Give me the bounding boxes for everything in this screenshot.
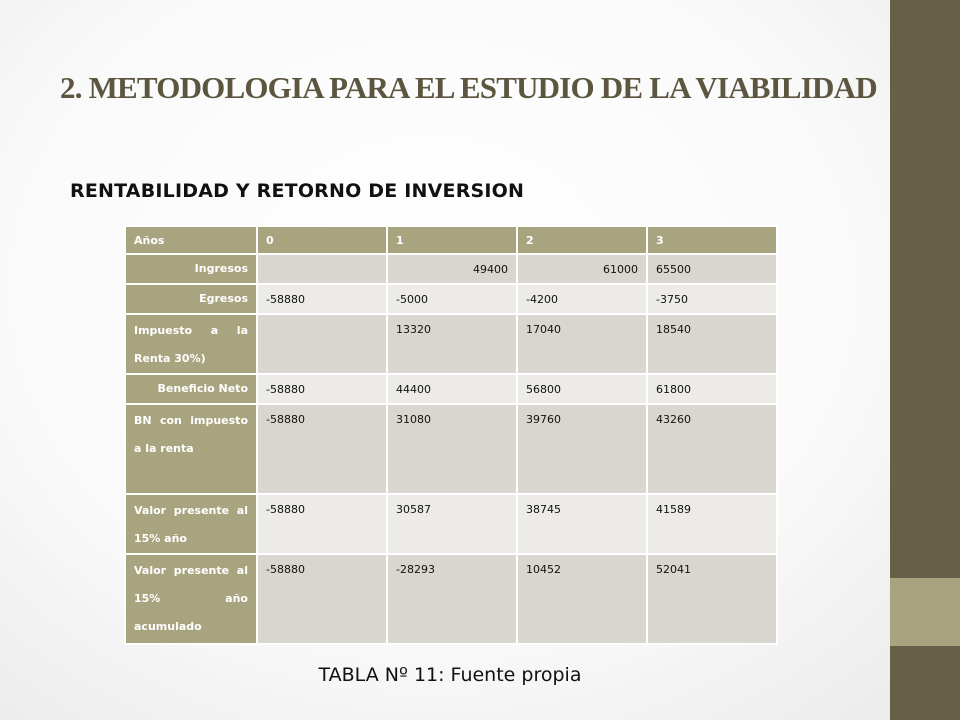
table-cell <box>257 254 387 284</box>
table-cell: -58880 <box>257 554 387 644</box>
row-label: Beneficio Neto <box>125 374 257 404</box>
table-cell: 41589 <box>647 494 777 554</box>
table-caption: TABLA Nº 11: Fuente propia <box>318 664 582 686</box>
table-cell: -5000 <box>387 284 517 314</box>
table-row-ingresos <box>125 254 777 284</box>
table-row-valor-presente <box>125 494 777 554</box>
table-cell: 31080 <box>387 404 517 494</box>
table-cell: 10452 <box>517 554 647 644</box>
header-cell-year-1: 1 <box>387 226 517 254</box>
table-cell: 13320 <box>387 314 517 374</box>
header-cell-year-0: 0 <box>257 226 387 254</box>
table-cell: 17040 <box>517 314 647 374</box>
table-cell: -58880 <box>257 494 387 554</box>
table-row-impuesto <box>125 314 777 374</box>
table-cell: 44400 <box>387 374 517 404</box>
table-cell: 49400 <box>387 254 517 284</box>
row-label: Ingresos <box>125 254 257 284</box>
table-cell: -28293 <box>387 554 517 644</box>
row-label: BN con impuesto a la renta <box>125 404 257 494</box>
table-row-beneficio-neto <box>125 374 777 404</box>
header-cell-year-3: 3 <box>647 226 777 254</box>
header-cell-year-2: 2 <box>517 226 647 254</box>
row-label: Valor presente al 15% año acumulado <box>125 554 257 644</box>
table-cell: 38745 <box>517 494 647 554</box>
slide-title: 2. METODOLOGIA PARA EL ESTUDIO DE LA VIABILIDAD <box>60 70 877 105</box>
table-cell: 61800 <box>647 374 777 404</box>
table-cell: -3750 <box>647 284 777 314</box>
row-label: Egresos <box>125 284 257 314</box>
profitability-table <box>124 225 778 645</box>
table-header-row <box>125 226 777 254</box>
table-cell: 30587 <box>387 494 517 554</box>
slide-subtitle: RENTABILIDAD Y RETORNO DE INVERSION <box>70 180 525 202</box>
table-cell: -58880 <box>257 374 387 404</box>
table-cell: -58880 <box>257 404 387 494</box>
table-row-valor-presente-acumulado <box>125 554 777 644</box>
row-label: Valor presente al 15% año <box>125 494 257 554</box>
table-row-bn-impuesto <box>125 404 777 494</box>
table-cell: 61000 <box>517 254 647 284</box>
table-cell: 52041 <box>647 554 777 644</box>
table-cell: 65500 <box>647 254 777 284</box>
table-cell: 43260 <box>647 404 777 494</box>
sidebar-accent-block <box>890 578 960 646</box>
table-cell: 56800 <box>517 374 647 404</box>
table-cell <box>257 314 387 374</box>
table-cell: 18540 <box>647 314 777 374</box>
table-row-egresos <box>125 284 777 314</box>
table-cell: -58880 <box>257 284 387 314</box>
row-label: Impuesto a la Renta 30%) <box>125 314 257 374</box>
table-cell: -4200 <box>517 284 647 314</box>
table-cell: 39760 <box>517 404 647 494</box>
header-cell-years: Años <box>125 226 257 254</box>
